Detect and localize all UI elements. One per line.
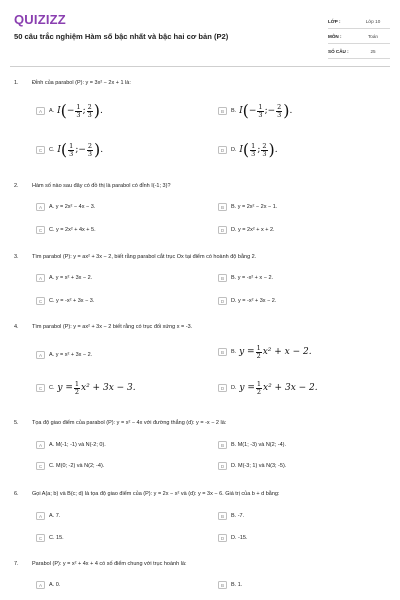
option-formula: y = $\frac{1}{2}$ x² + 3x − 2. bbox=[239, 380, 318, 396]
option-letter-badge: B bbox=[218, 512, 227, 520]
option-a[interactable] bbox=[36, 103, 103, 119]
option-text: B. -7. bbox=[231, 513, 245, 519]
option-c[interactable] bbox=[36, 462, 104, 470]
question-number: 5. bbox=[14, 420, 19, 426]
option-letter-badge: B bbox=[218, 441, 227, 449]
worksheet-title: 50 câu trắc nghiệm Hàm số bậc nhất và bậc hai cơ bản (P2) bbox=[14, 32, 229, 41]
option-b[interactable] bbox=[218, 203, 277, 211]
option-letter-badge: A bbox=[36, 107, 45, 115]
option-letter-badge: B bbox=[218, 107, 227, 115]
option-prefix: A. bbox=[49, 108, 55, 114]
option-a[interactable] bbox=[36, 274, 92, 282]
option-text: C. M(0; -2) và N(2; -4). bbox=[49, 463, 105, 469]
question-text: Parabol (P): y = x² + 4x + 4 có số điểm chung với trục hoành là: bbox=[32, 561, 187, 567]
meta-value: Toán bbox=[368, 33, 378, 39]
question-number: 7. bbox=[14, 561, 19, 567]
option-c[interactable] bbox=[36, 534, 64, 542]
option-text: A. M(-1; -1) và N(-2; 0). bbox=[49, 442, 106, 448]
option-letter-badge: C bbox=[36, 226, 45, 234]
option-d[interactable] bbox=[218, 297, 276, 305]
option-letter-badge: A bbox=[36, 351, 45, 359]
option-b[interactable] bbox=[218, 103, 292, 119]
option-letter-badge: D bbox=[218, 146, 227, 154]
option-a[interactable] bbox=[36, 203, 95, 211]
option-formula: y = $\frac{1}{2}$ x² + 3x − 3. bbox=[57, 380, 136, 396]
option-text: A. 0. bbox=[49, 582, 61, 588]
option-text: C. 15. bbox=[49, 535, 64, 541]
option-formula: I ( $\frac{1}{3}$ ; $\frac{2}{3}$ ) . bbox=[236, 140, 278, 159]
option-text: D. y = -x² + 3x − 2. bbox=[231, 298, 277, 304]
option-formula: I ( $\frac{1}{3}$ ; − $\frac{2}{3}$ ) . bbox=[54, 140, 104, 159]
option-letter-badge: A bbox=[36, 441, 45, 449]
option-letter-badge: D bbox=[218, 297, 227, 305]
worksheet-meta bbox=[328, 14, 390, 59]
meta-row-subject bbox=[328, 29, 390, 44]
option-letter-badge: B bbox=[218, 274, 227, 282]
option-d[interactable] bbox=[218, 142, 278, 158]
option-text: B. M(1; -3) và N(2; -4). bbox=[231, 442, 287, 448]
option-text: D. -15. bbox=[231, 535, 248, 541]
question-number: 4. bbox=[14, 324, 19, 330]
option-letter-badge: C bbox=[36, 462, 45, 470]
option-letter-badge: D bbox=[218, 384, 227, 392]
option-b[interactable] bbox=[218, 345, 312, 359]
meta-row-class bbox=[328, 14, 390, 29]
option-formula: I ( − $\frac{1}{3}$ ; − $\frac{2}{3}$ ) . bbox=[236, 101, 293, 120]
meta-value: Lớp 10 bbox=[365, 18, 381, 24]
option-formula: y = $\frac{1}{2}$ x² + x − 2. bbox=[239, 344, 312, 360]
option-letter-badge: C bbox=[36, 384, 45, 392]
option-a[interactable] bbox=[36, 351, 92, 359]
meta-value: 25 bbox=[370, 48, 376, 54]
option-b[interactable] bbox=[218, 441, 286, 449]
question-text: Tìm parabol (P): y = ax² + 3x − 2, biết rằng parabol cắt trục Ox tại điểm có hoành độ bằng 2. bbox=[32, 254, 257, 260]
question-number: 3. bbox=[14, 254, 19, 260]
option-letter-badge: C bbox=[36, 297, 45, 305]
option-letter-badge: D bbox=[218, 226, 227, 234]
option-text: A. y = 2x² − 4x − 3. bbox=[49, 204, 96, 210]
option-d[interactable] bbox=[218, 462, 286, 470]
option-c[interactable] bbox=[36, 297, 94, 305]
option-prefix: B. bbox=[231, 108, 237, 114]
option-a[interactable] bbox=[36, 581, 60, 589]
question-text: Tìm parabol (P): y = ax² + 3x − 2 biết rằng có trục đối xứng x = -3. bbox=[32, 324, 193, 330]
option-c[interactable] bbox=[36, 226, 96, 234]
option-letter-badge: D bbox=[218, 534, 227, 542]
option-prefix: D. bbox=[231, 385, 237, 391]
meta-row-count bbox=[328, 44, 390, 59]
question-text: Tọa độ giao điểm của parabol (P): y = x² − 4x với đường thẳng (d): y = -x − 2 là: bbox=[32, 420, 227, 426]
option-formula: I ( − $\frac{1}{3}$ ; $\frac{2}{3}$ ) . bbox=[54, 101, 103, 120]
option-text: B. y = 2x² − 2x − 1. bbox=[231, 204, 278, 210]
option-b[interactable] bbox=[218, 274, 273, 282]
option-b[interactable] bbox=[218, 512, 244, 520]
option-letter-badge: B bbox=[218, 581, 227, 589]
option-letter-badge: B bbox=[218, 203, 227, 211]
option-letter-badge: C bbox=[36, 534, 45, 542]
option-text: A. 7. bbox=[49, 513, 61, 519]
option-letter-badge: A bbox=[36, 581, 45, 589]
option-letter-badge: A bbox=[36, 512, 45, 520]
option-text: D. M(-3; 1) và N(3; -5). bbox=[231, 463, 287, 469]
option-a[interactable] bbox=[36, 512, 60, 520]
quizizz-logo: QUIZIZZ bbox=[14, 12, 66, 27]
option-letter-badge: D bbox=[218, 462, 227, 470]
option-text: A. y = x² + 3x − 2. bbox=[49, 352, 93, 358]
option-text: C. y = 2x² + 4x + 5. bbox=[49, 227, 96, 233]
option-prefix: D. bbox=[231, 147, 237, 153]
option-letter-badge: B bbox=[218, 348, 227, 356]
question-text: Đỉnh của parabol (P): y = 3x² − 2x + 1 là: bbox=[32, 80, 131, 86]
option-text: B. 1. bbox=[231, 582, 243, 588]
option-prefix: C. bbox=[49, 385, 55, 391]
meta-label: MÔN : bbox=[328, 33, 342, 39]
question-number: 1. bbox=[14, 80, 19, 86]
option-d[interactable] bbox=[218, 381, 318, 395]
option-c[interactable] bbox=[36, 381, 136, 395]
question-text: Gọi A(a; b) và B(c; d) là tọa độ giao điểm của (P): y = 2x − x² và (d): y = 3x − 6. Giá trị của b + d bằng: bbox=[32, 491, 280, 497]
option-text: C. y = -x² + 3x − 3. bbox=[49, 298, 95, 304]
option-letter-badge: A bbox=[36, 203, 45, 211]
meta-label: LỚP : bbox=[328, 18, 341, 24]
option-prefix: C. bbox=[49, 147, 55, 153]
option-a[interactable] bbox=[36, 441, 106, 449]
option-text: A. y = x² + 3x − 2. bbox=[49, 275, 93, 281]
option-d[interactable] bbox=[218, 226, 275, 234]
option-text: D. y = 2x² + x + 2. bbox=[231, 227, 275, 233]
option-c[interactable] bbox=[36, 142, 103, 158]
option-prefix: B. bbox=[231, 349, 237, 355]
question-text: Hàm số nào sau đây có đồ thị là parabol có đỉnh I(-1; 3)? bbox=[32, 183, 171, 189]
header-divider bbox=[10, 66, 390, 67]
meta-label: SỐ CÂU : bbox=[328, 48, 349, 54]
option-letter-badge: C bbox=[36, 146, 45, 154]
question-number: 2. bbox=[14, 183, 19, 189]
option-b[interactable] bbox=[218, 581, 242, 589]
option-letter-badge: A bbox=[36, 274, 45, 282]
option-d[interactable] bbox=[218, 534, 248, 542]
question-number: 6. bbox=[14, 491, 19, 497]
option-text: B. y = -x² + x − 2. bbox=[231, 275, 274, 281]
